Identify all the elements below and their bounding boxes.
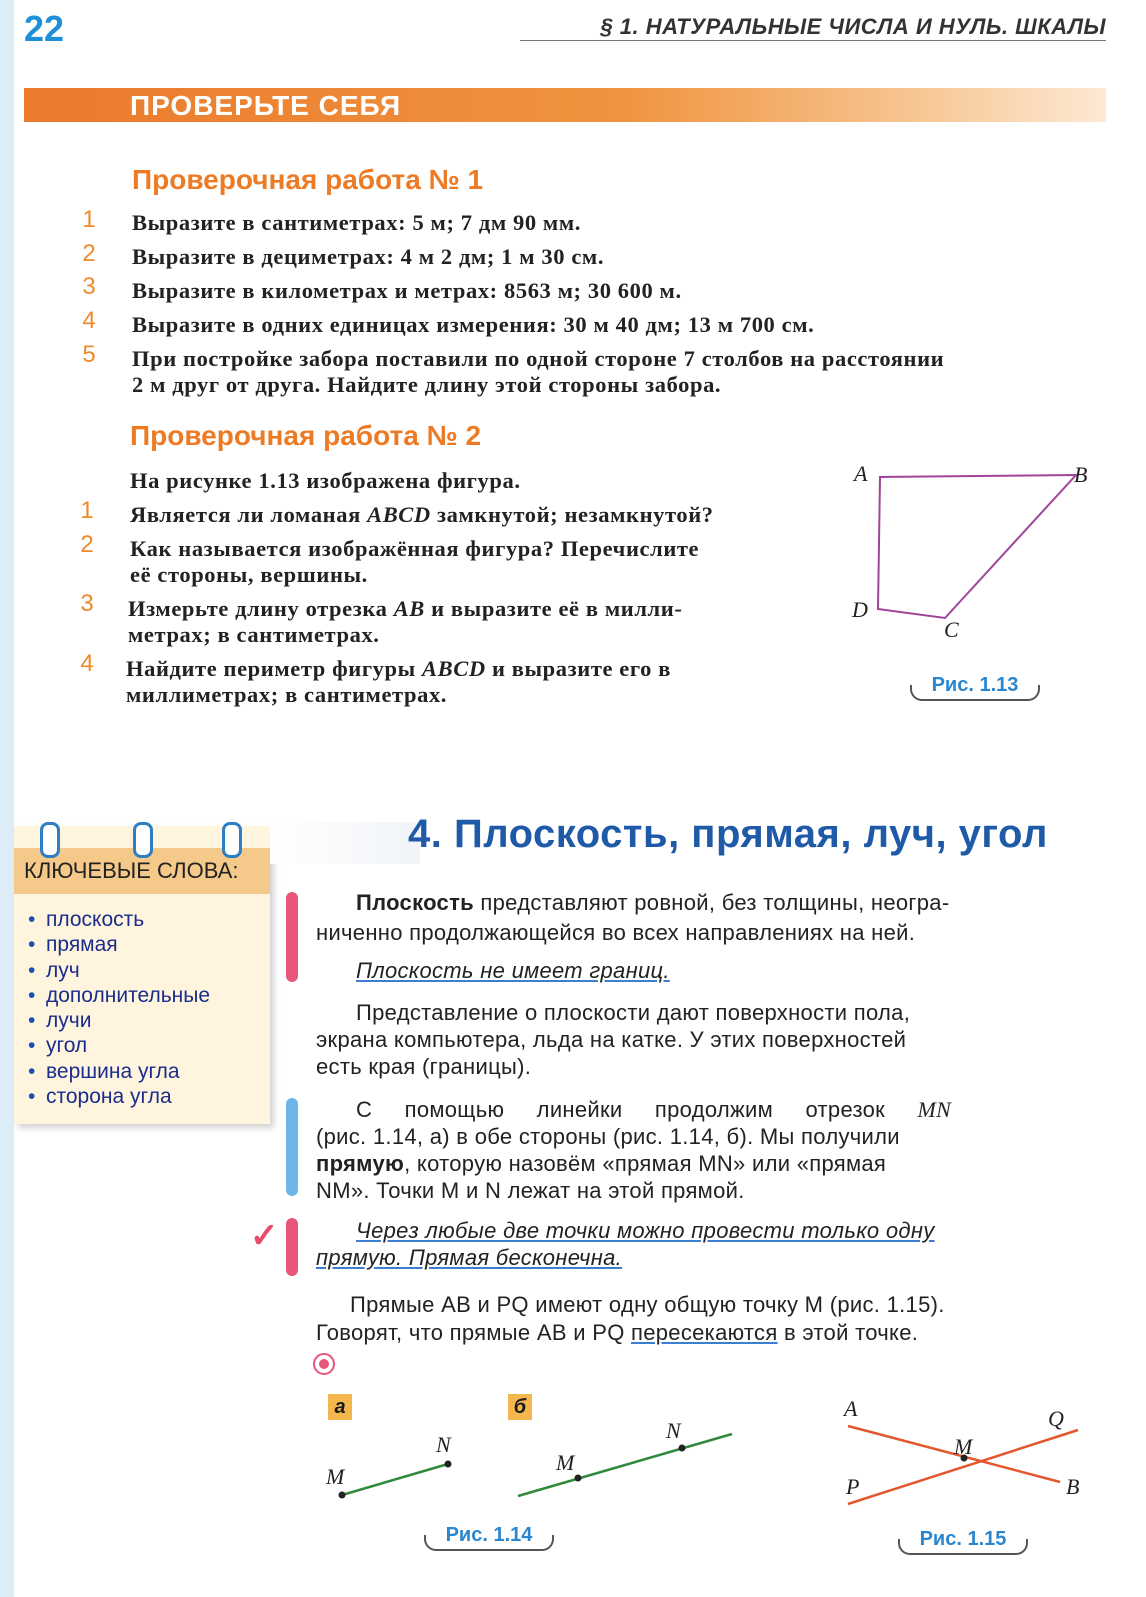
task-text: Измерьте длину отрезка AB и выразите её в милли- — [128, 596, 683, 621]
label-b: B — [1066, 1474, 1080, 1499]
caption-text: Рис. 1.15 — [919, 1528, 1007, 1550]
label-n: N — [436, 1432, 451, 1457]
label-m: M — [954, 1434, 973, 1459]
label-q: Q — [1048, 1406, 1064, 1431]
binder-ring — [40, 822, 60, 858]
label-m: M — [556, 1450, 575, 1475]
figure-1-15 — [830, 1396, 1100, 1506]
label-m: M — [326, 1464, 345, 1489]
keywords-heading: КЛЮЧЕВЫЕ СЛОВА: — [24, 858, 239, 883]
subfigure-label-a: а — [328, 1394, 352, 1420]
paragraph-line: Говорят, что прямые AB и PQ пересекаются в этой точке. — [316, 1320, 919, 1345]
point-n — [445, 1461, 452, 1468]
task-number: 1 — [80, 497, 94, 524]
new-term-marker — [286, 1098, 298, 1196]
keyword-item: • луч — [26, 958, 210, 983]
subfigure-label-b: б — [508, 1394, 532, 1420]
task-text: Выразите в дециметрах: 4 м 2 дм; 1 м 30 см. — [132, 244, 605, 269]
check-mark-icon: ✓ — [250, 1217, 279, 1255]
task-text: Как называется изображённая фигура? Перечислите — [130, 536, 700, 561]
figure-caption-1-13 — [910, 674, 1040, 701]
point-m — [339, 1492, 346, 1499]
paragraph-line: (рис. 1.14, а) в обе стороны (рис. 1.14, б). Мы получили — [316, 1124, 900, 1149]
task-text: метрах; в сантиметрах. — [128, 622, 380, 647]
paragraph-line: есть края (границы). — [316, 1054, 532, 1079]
task-number: 5 — [82, 341, 96, 368]
label-n: N — [666, 1420, 681, 1443]
figure-caption-1-14 — [424, 1524, 554, 1551]
figure-caption-1-15 — [898, 1528, 1028, 1555]
task-text: 2 м друг от друга. Найдите длину этой стороны забора. — [132, 372, 722, 397]
task-number: 4 — [80, 650, 94, 677]
section-title: 4. Плоскость, прямая, луч, угол — [408, 812, 1048, 856]
keyword-item: • угол — [26, 1033, 210, 1058]
figure-1-14 — [320, 1420, 750, 1520]
keywords-list — [26, 907, 210, 1109]
paragraph-line: Представление о плоскости дают поверхности пола, — [356, 1000, 911, 1025]
page-edge-strip — [0, 0, 14, 1597]
task-text: Найдите периметр фигуры ABCD и выразите его в — [126, 656, 671, 681]
keyword-item: • сторона угла — [26, 1084, 210, 1109]
task-number: 2 — [82, 240, 96, 267]
paragraph-line: NM». Точки M и N лежат на этой прямой. — [316, 1178, 745, 1203]
line-mn — [518, 1434, 732, 1496]
vertex-label-b: B — [1074, 462, 1088, 487]
task-text: Является ли ломаная ABCD замкнутой; незамкнутой? — [130, 502, 714, 527]
task-number: 4 — [82, 307, 96, 334]
paragraph-line: Плоскость представляют ровной, без толщины, неогра- — [356, 890, 950, 915]
polyline-abcd — [878, 475, 1076, 618]
keyword-item: • вершина угла — [26, 1059, 210, 1084]
title-fade-bar — [270, 822, 420, 864]
keyword-item: • прямая — [26, 932, 210, 957]
rule-marker — [286, 1218, 298, 1276]
figure-1-13 — [840, 455, 1110, 655]
rule-statement: прямую. Прямая бесконечна. — [316, 1245, 623, 1270]
keyword-item: • плоскость — [26, 907, 210, 932]
task-number: 2 — [80, 531, 94, 558]
task-number: 1 — [82, 206, 96, 233]
check-yourself-label: ПРОВЕРЬТЕ СЕБЯ — [130, 90, 402, 121]
keyword-item: • лучи — [26, 1008, 210, 1033]
paragraph-line: С помощью линейки продолжим отрезок MN — [356, 1097, 952, 1122]
caption-text: Рис. 1.13 — [931, 674, 1019, 696]
caption-text: Рис. 1.14 — [445, 1524, 533, 1546]
paragraph-line: прямую, которую назовём «прямая MN» или «прямая — [316, 1151, 887, 1176]
rule-statement: Плоскость не имеет границ. — [356, 958, 670, 983]
segment-mn — [342, 1464, 448, 1495]
paragraph-line: ниченно продолжающейся во всех направлениях на ней. — [316, 920, 916, 945]
chapter-heading: § 1. НАТУРАЛЬНЫЕ ЧИСЛА И НУЛЬ. ШКАЛЫ — [600, 14, 1106, 39]
paragraph-line: Прямые AB и PQ имеют одну общую точку M (рис. 1.15). — [350, 1292, 945, 1317]
label-p: P — [846, 1474, 860, 1499]
task-text: Выразите в одних единицах измерения: 30 м 40 дм; 13 м 700 см. — [132, 312, 815, 337]
header-rule — [520, 40, 1106, 41]
definition-marker — [286, 892, 298, 982]
keyword-item: • дополнительные — [26, 983, 210, 1008]
task-number: 3 — [80, 590, 94, 617]
point-m — [575, 1475, 582, 1482]
task-text: При постройке забора поставили по одной стороне 7 столбов на расстоянии — [132, 346, 945, 371]
binder-ring — [222, 822, 242, 858]
page-number: 22 — [24, 8, 65, 49]
paragraph-line: экрана компьютера, льда на катке. У этих поверхностей — [316, 1027, 907, 1052]
work1-title: Проверочная работа № 1 — [132, 164, 484, 195]
vertex-label-a: A — [854, 461, 868, 486]
task-text: Выразите в километрах и метрах: 8563 м; 30 600 м. — [132, 278, 682, 303]
task-text: миллиметрах; в сантиметрах. — [126, 682, 448, 707]
task-text: её стороны, вершины. — [130, 562, 368, 587]
vertex-label-d: D — [852, 597, 868, 622]
rule-statement: Через любые две точки можно провести только одну — [356, 1218, 935, 1243]
task-text: Выразите в сантиметрах: 5 м; 7 дм 90 мм. — [132, 210, 581, 235]
target-icon — [312, 1352, 336, 1376]
point-n — [679, 1445, 686, 1452]
label-a: A — [844, 1396, 858, 1421]
work2-intro: На рисунке 1.13 изображена фигура. — [130, 468, 521, 493]
vertex-label-c: C — [944, 617, 959, 642]
task-number: 3 — [82, 273, 96, 300]
work2-title: Проверочная работа № 2 — [130, 420, 482, 451]
binder-ring — [133, 822, 153, 858]
